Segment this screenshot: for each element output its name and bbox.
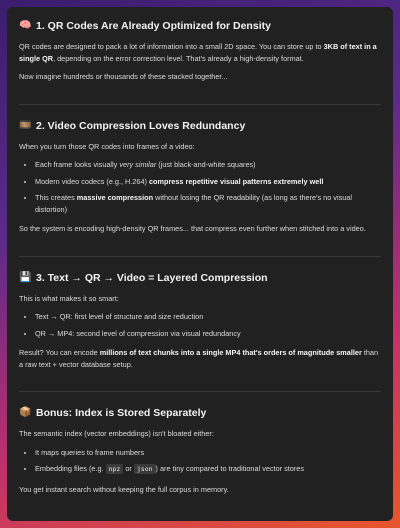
list-item: • Each frame looks visually very similar (just black-and-white squares) [35, 159, 381, 171]
message-panel [7, 7, 393, 521]
inline-code: json [134, 464, 156, 474]
paragraph: You get instant search without keeping the full corpus in memory. [19, 484, 229, 494]
list-item: • It maps queries to frame numbers [35, 447, 381, 459]
list-item: • This creates massive compression without losing the QR readability (as long as there's no visual distortion) [35, 192, 381, 215]
list-item: • Text → QR: first level of structure and size reduction [35, 311, 381, 323]
paragraph: Result? You can encode millions of text chunks into a single MP4 that's orders of magnitude smaller than a raw text + vector database setup. [19, 348, 379, 369]
paragraph: This is what makes it so smart: [19, 293, 119, 303]
heading-text: 1. QR Codes Are Already Optimized for Density [36, 20, 271, 32]
list-item: • Embedding files (e.g. npz or json ) are tiny compared to traditional vector stores [35, 463, 381, 476]
section-heading [19, 406, 381, 420]
bullet-list [19, 159, 381, 215]
divider [19, 104, 381, 105]
heading-text: Bonus: Index is Stored Separately [36, 407, 207, 419]
paragraph: When you turn those QR codes into frames of a video: [19, 141, 195, 151]
brain-icon: 🧠 [19, 20, 32, 31]
bullet-list [19, 311, 381, 339]
bullet-list [19, 447, 381, 476]
floppy-disk-icon: 💾 [19, 271, 32, 283]
paragraph: QR codes are designed to pack a lot of information into a small 2D space. You can store up to 3KB of text in a single QR, depending on the error correction level. That's already a high-density format. [19, 42, 377, 63]
section-bonus-index [19, 406, 381, 512]
film-frames-icon: 🎞️ [19, 119, 32, 131]
divider [19, 256, 381, 257]
list-item: • QR → MP4: second level of compression via visual redundancy [35, 328, 381, 340]
paragraph: So the system is encoding high-density QR frames... that compress even further when stitched into a video. [19, 224, 366, 233]
section-qr-density [19, 19, 381, 100]
section-video-compression [19, 119, 381, 252]
heading-text: 2. Video Compression Loves Redundancy [36, 119, 246, 132]
section-heading [19, 271, 381, 285]
divider [19, 391, 381, 392]
inline-code: npz [106, 464, 124, 474]
heading-text: 3. Text → QR → Video = Layered Compression [36, 271, 268, 284]
section-heading [19, 119, 381, 133]
list-item: • Modern video codecs (e.g., H.264) compress repetitive visual patterns extremely well [35, 176, 381, 188]
package-icon: 📦 [19, 407, 32, 418]
paragraph: Now imagine hundreds or thousands of these stacked together... [19, 72, 228, 81]
section-heading [19, 19, 381, 33]
paragraph: The semantic index (vector embeddings) isn't bloated either: [19, 429, 214, 438]
section-layered-compression [19, 271, 381, 388]
